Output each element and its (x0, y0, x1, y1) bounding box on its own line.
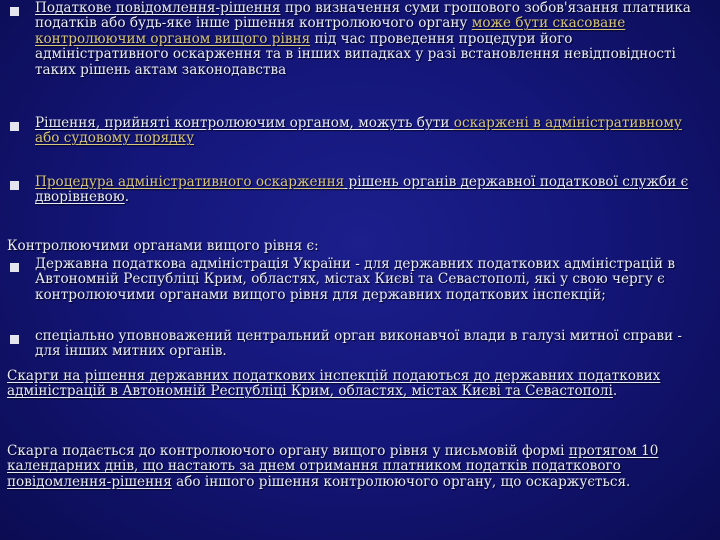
complaint-paragraph: Скарги на рішення державних податкових інспекцій подаються до державних податкових адміністрацій в Автономній Республіці Крим, областях, містах Києві та Севастополі. (7, 368, 661, 400)
bullet-2-highlight: оскаржені в адміністративному або судовому порядку (35, 115, 682, 147)
bullet-1-term: Податкове повідомлення-рішення (35, 0, 281, 16)
bullet-2-text: Рішення, прийняті контролюючим органом, можуть бути оскаржені в адміністративному або судовому порядку (35, 115, 682, 147)
higher-level-item-1: Державна податкова адміністрація України - для державних податкових адміністрацій в Автономній Республіці Крим, областях, містах Києві та Севастополі, які у свою чергу є контролюючими органами вищого рівня для державних податкових інспекцій; (35, 256, 675, 303)
deadline-term: протягом 10 календарних днів, що настають за днем отримання платником податків податкового повідомлення-рішення (7, 443, 659, 490)
bullet-marker-3 (10, 181, 19, 190)
bullet-3-highlight: Процедура адміністративного оскарження (35, 174, 345, 190)
deadline-paragraph: Скарга подається до контролюючого органу вищого рівня у письмовій формі протягом 10 календарних днів, що настають за днем отримання платником податків податкового повідомлення-рішення або іншого рішення контролюючого органу, що оскаржується. (7, 443, 659, 490)
list-marker-1 (10, 263, 19, 272)
list-marker-2 (10, 335, 19, 344)
bullet-marker-1 (10, 7, 19, 16)
bullet-1-highlight: може бути скасоване контролюючим органом вищого рівня (35, 15, 626, 47)
bullet-marker-2 (10, 122, 19, 131)
bullet-3-text: Процедура адміністративного оскарження рішень органів державної податкової служби є дворівневою. (35, 174, 689, 206)
higher-level-intro: Контролюючими органами вищого рівня є: (7, 238, 319, 254)
higher-level-item-2: спеціально уповноважений центральний орган виконавчої влади в галузі митної справи - для інших митних органів. (35, 328, 682, 360)
bullet-1-text: Податкове повідомлення-рішення про визначення суми грошового зобов'язання платника податків або будь-яке інше рішення контролюючого органу може бути скасоване контролюючим органом вищого рівня під час проведення процедури його адміністративного оскарження та в інших випадках у разі встановлення невідповідності таких рішень актам законодавства (35, 0, 691, 78)
